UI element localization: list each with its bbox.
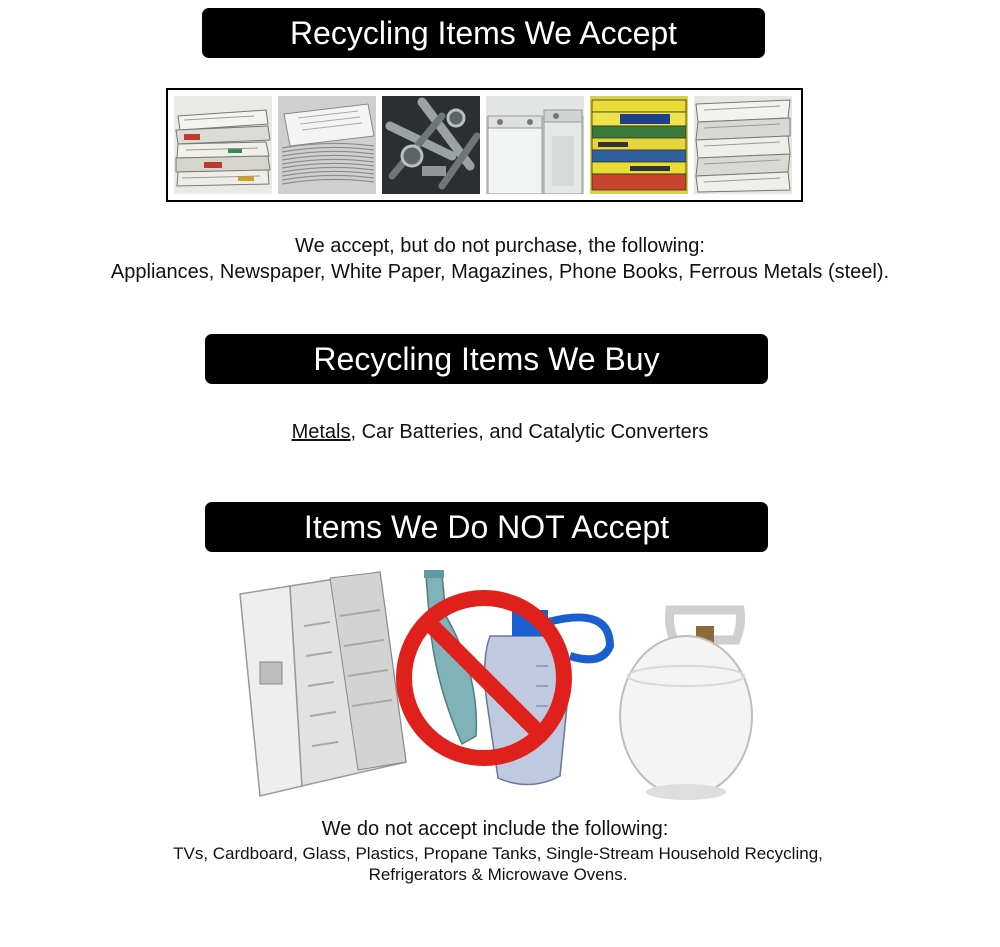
newspaper-pile-image [694,96,792,194]
not-accepted-items-image [230,566,760,802]
not-accepted-list [0,843,996,885]
bought-items-rest: , Car Batteries, and Catalytic Converters [350,421,709,443]
ferrous-metal-scrap-image [382,96,480,194]
magazines-phone-books-image [590,96,688,194]
white-paper-stack-image [278,96,376,194]
accepted-items-image-strip [166,88,803,202]
accepted-items-list: Appliances, Newspaper, White Paper, Magazines, Phone Books, Ferrous Metals (steel). [110,261,890,283]
accepted-items-text [0,233,1000,285]
bought-items-text [0,419,1000,445]
washer-dryer-appliances-image [486,96,584,194]
buy-heading: Recycling Items We Buy [205,334,768,384]
refrigerator-icon [240,572,406,796]
newspaper-stack-image [174,96,272,194]
not-accepted-list-line-1: TVs, Cardboard, Glass, Plastics, Propane Tanks, Single-Stream Household Recycling, [173,844,823,863]
not-accepted-intro: We do not accept include the following: [321,818,669,840]
not-accept-heading: Items We Do NOT Accept [205,502,768,552]
metals-link[interactable]: Metals [291,421,351,443]
propane-tank-icon [620,610,752,800]
accepted-items-intro: We accept, but do not purchase, the following: [295,235,705,257]
not-accepted-list-line-2: Refrigerators & Microwave Ovens. [368,865,628,884]
accept-heading: Recycling Items We Accept [202,8,765,58]
